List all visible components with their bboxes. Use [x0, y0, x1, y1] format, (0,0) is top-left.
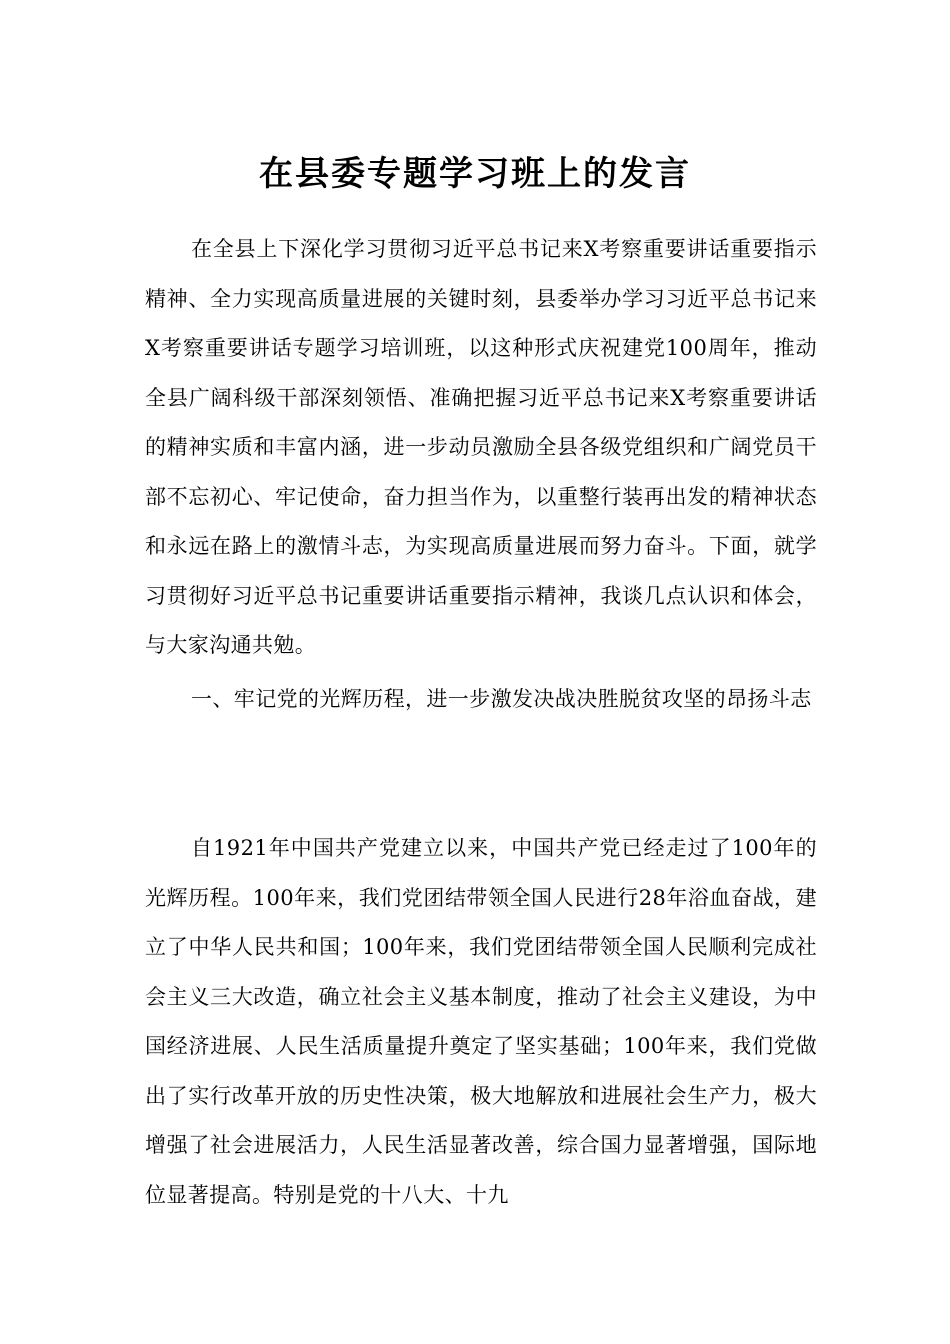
- paragraph-history: 自1921年中国共产党建立以来，中国共产党已经走过了100年的光辉历程。100年来，我们党团结带领全国人民进行28年浴血奋战，建立了中华人民共和国；100年来，我们党团结带领全国人民顺利完成社会主义三大改造，确立社会主义基本制度，推动了社会主义建设，为中国经济进展、人民生活质量提升奠定了坚实基础；100年来，我们党做出了实行改革开放的历史性决策，极大地解放和进展社会生产力，极大增强了社会进展活力，人民生活显著改善，综合国力显著增强，国际地位显著提高。特别是党的十八大、十九: [145, 836, 817, 1207]
- section-heading-1: 一、牢记党的光辉历程，进一步激发决战决胜脱贫攻坚的昂扬斗志: [191, 687, 812, 711]
- document-title: 在县委专题学习班上的发言: [259, 153, 691, 194]
- paragraph-intro: 在全县上下深化学习贯彻习近平总书记来X考察重要讲话重要指示精神、全力实现高质量进展的关键时刻，县委举办学习习近平总书记来X考察重要讲话专题学习培训班，以这种形式庆祝建党100周年，推动全县广阔科级干部深刻领悟、准确把握习近平总书记来X考察重要讲话的精神实质和丰富内涵，进一步动员激励全县各级党组织和广阔党员干部不忘初心、牢记使命，奋力担当作为，以重整行装再出发的精神状态和永远在路上的激情斗志，为实现高质量进展而努力奋斗。下面，就学习贯彻好习近平总书记重要讲话重要指示精神，我谈几点认识和体会，与大家沟通共勉。: [145, 237, 817, 657]
